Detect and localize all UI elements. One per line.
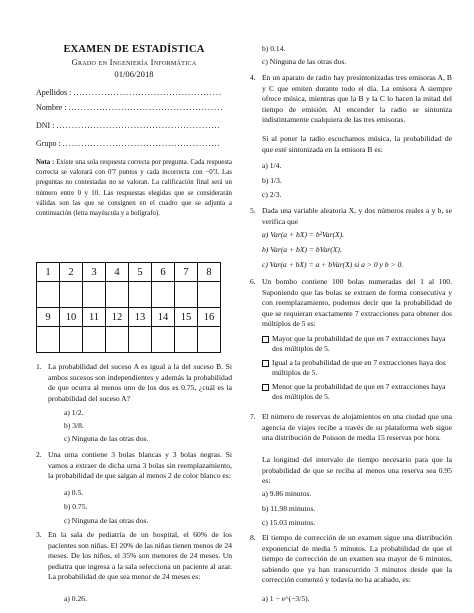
exam-subtitle: Grado en Ingeniería Informática	[71, 57, 197, 67]
option-text: b) 3/8.	[64, 421, 84, 430]
question-number: 6.	[250, 277, 256, 286]
question-5	[250, 206, 452, 227]
square-bullet-icon	[262, 384, 269, 391]
grid-number: 10	[60, 308, 83, 327]
field-label: Grupo :	[36, 139, 61, 148]
question-8	[250, 533, 452, 586]
question-4	[250, 73, 452, 126]
question-text: El tiempo de corrección de un examen sigue una distribución exponencial de media 5 minutos. La probabilidad de que el tiempo de corrección de un examen sea mayor de 6 minutos, sabiendo que ya han transcurrido 3 minutos desde que la corrección comenzó y todavía no ha acabado, es:	[262, 533, 452, 585]
square-bullet-icon	[262, 360, 269, 367]
q2-option-a[interactable]	[64, 488, 83, 498]
q2-option-b[interactable]	[64, 502, 87, 512]
option-text: b) 11.98 minutos.	[262, 504, 316, 513]
option-text: a) 0.26.	[64, 594, 87, 603]
q5-option-c[interactable]	[262, 260, 403, 270]
field-dots: ................................................	[73, 88, 223, 97]
option-text: b) 0.75.	[64, 502, 88, 511]
question-text: Dada una variable aleatoria X, y dos números reales a y b, se verifica que	[262, 206, 452, 226]
field-grupo[interactable]	[36, 139, 232, 148]
answer-cell[interactable]	[129, 282, 152, 308]
question-6	[250, 277, 452, 330]
exam-date: 01/06/2018	[114, 69, 154, 79]
option-text: b) Var(a + bX) = bVar(X).	[262, 245, 342, 254]
q2-option-c[interactable]	[64, 516, 148, 526]
answer-cell[interactable]	[37, 327, 60, 353]
question-number: 1.	[36, 362, 42, 371]
grid-number: 3	[83, 263, 106, 282]
question-7	[250, 412, 452, 444]
grid-number: 9	[37, 308, 60, 327]
answer-grid-bottom	[36, 307, 221, 353]
field-apellidos[interactable]	[36, 88, 232, 97]
question-text: Un bombo contiene 100 bolas numeradas del 1 al 100. Suponiendo que las bolas se extraen de forma consecutiva y con reemplazamiento, podemos decir que la probabilidad de que se requieran exactamente 7 extracciones para obtener dos múltiplos de 5 es:	[262, 277, 452, 329]
grid-number: 7	[175, 263, 198, 282]
question-number: 2.	[36, 450, 42, 459]
field-nombre[interactable]	[36, 103, 232, 112]
q8-option-a[interactable]	[262, 594, 310, 604]
option-text: a) 0.5.	[64, 488, 84, 497]
grid-number: 12	[106, 308, 129, 327]
q3-option-a[interactable]	[64, 594, 87, 604]
option-text: c) 15.03 minutos.	[262, 518, 316, 527]
q5-option-b[interactable]	[262, 245, 342, 255]
answer-cell[interactable]	[175, 327, 198, 353]
option-text: Igual a la probabilidad de que en 7 extracciones haya dos múltiplos de 5.	[272, 358, 446, 378]
square-bullet-icon	[262, 336, 269, 343]
answer-cell[interactable]	[152, 327, 175, 353]
answer-cell[interactable]	[106, 327, 129, 353]
question-text: En un aparato de radio hay presintonizadas tres emisoras A, B y C que emiten durante todo el día. La emisora A siempre ofrece música, mientras que la B y la C lo hacen la mitad del tiempo de emisión. Al encender la radio se sintoniza indistintamente cualquiera de las tres emisoras.	[262, 73, 452, 125]
grid-number: 4	[106, 263, 129, 282]
q1-option-a[interactable]	[64, 408, 83, 418]
grid-number: 13	[129, 308, 152, 327]
q4-option-c[interactable]	[262, 190, 281, 200]
answer-cell[interactable]	[37, 282, 60, 308]
question-text: Una urna contiene 3 bolas blancas y 3 bolas negras. Si vamos a extraer de dicha urna 3 bolas sin reemplazamiento, la probabilidad de que salgan al menos 2 de color blanco es:	[48, 450, 232, 481]
question-number: 5.	[250, 206, 256, 215]
question-number: 8.	[250, 533, 256, 542]
option-text: a) 1/4.	[262, 161, 282, 170]
question-text: Si al poner la radio escuchamos música, la probabilidad de que esté sintonizada en la emisora B es:	[262, 134, 452, 154]
field-dni[interactable]	[36, 121, 232, 130]
question-1	[36, 362, 232, 404]
option-text: Menor que la probabilidad de que en 7 extracciones haya dos múltiplos de 5.	[272, 382, 446, 402]
q6-option-c[interactable]	[272, 382, 452, 402]
instructions-note	[36, 158, 232, 219]
answer-cell[interactable]	[198, 282, 221, 308]
option-text: c) Ninguna de las otras dos.	[262, 57, 347, 66]
grid-number: 16	[198, 308, 221, 327]
grid-number: 14	[152, 308, 175, 327]
q3-option-c[interactable]	[262, 57, 346, 67]
grid-number: 6	[152, 263, 175, 282]
question-number: 7.	[250, 412, 256, 421]
answer-cell[interactable]	[83, 282, 106, 308]
q7-option-c[interactable]	[262, 518, 315, 528]
q7-option-b[interactable]	[262, 504, 315, 514]
option-text: a) Var(a + bX) = b²Var(X).	[262, 230, 345, 239]
question-text: La longitud del intervalo de tiempo necesario para que la probabilidad de que se reciba al menos una reserva sea 0.95 es:	[262, 455, 452, 486]
note-label: Nota :	[36, 159, 55, 166]
question-7-part-2	[262, 455, 452, 487]
exam-title: EXAMEN DE ESTADÍSTICA	[63, 44, 205, 55]
q4-option-b[interactable]	[262, 176, 282, 186]
field-dots: ...................................................	[62, 139, 221, 148]
option-text: Mayor que la probabilidad de que en 7 extracciones haya dos múltiplos de 5.	[272, 334, 446, 354]
grid-number: 5	[129, 263, 152, 282]
option-text: a) 9.86 minutos.	[262, 489, 312, 498]
q4-option-a[interactable]	[262, 161, 281, 171]
question-text: El número de reservas de alojamientos en una ciudad que una agencia de viajes recibe a través de su plataforma web sigue una distribución de Poisson de media 15 reservas por hora.	[262, 412, 452, 443]
q7-option-a[interactable]	[262, 489, 311, 499]
answer-cell[interactable]	[129, 327, 152, 353]
question-4-part-2	[262, 134, 452, 155]
option-text: c) Ninguna de las otras dos.	[64, 516, 149, 525]
grid-number: 15	[175, 308, 198, 327]
option-text: a) 1/2.	[64, 408, 84, 417]
answer-cell[interactable]	[60, 282, 83, 308]
answer-cell[interactable]	[175, 282, 198, 308]
question-text: En la sala de pediatría de un hospital, el 60% de los pacientes son niñas. El 20% de las niñas tienen menos de 24 meses. De los niños, el 35% son menores de 24 meses. Un pediatra que ingresa a la sala selecciona un paciente al azar. La probabilidad de que sea menor de 24 meses es:	[48, 530, 232, 582]
option-text: a) 1 − e^(−3/5).	[262, 594, 310, 603]
option-text: c) 2/3.	[262, 190, 282, 199]
q1-option-c[interactable]	[64, 434, 148, 444]
note-text: Existe una sola respuesta correcta por pregunta. Cada respuesta correcta se valorará con 0'7 puntos y cada incorrecta con −0'3. Las preguntas no contestadas no se valoran. La calificación final será un número entre 0 y 10. Las respuestas elegidas que se considerarán válidas son las que se consignen en el cuadro que se adjunta a continuación (letra mayúscula y a bolígrafo).	[36, 159, 232, 218]
question-text: La probabilidad del suceso A es igual a la del suceso B. Si ambos sucesos son independientes y además la probabilidad de que ocurra al menos uno de los dos es 0.75, ¿cuál es la probabilidad del suceso A?	[48, 362, 232, 403]
field-dots: ..................................................	[68, 103, 224, 112]
option-text: c) Ninguna de las otras dos.	[64, 434, 149, 443]
grid-number: 2	[60, 263, 83, 282]
answer-cell[interactable]	[83, 327, 106, 353]
question-number: 3.	[36, 530, 42, 539]
q3-option-b[interactable]	[262, 44, 285, 54]
q5-option-a[interactable]	[262, 230, 344, 240]
field-label: DNI :	[36, 121, 55, 130]
question-2	[36, 450, 232, 482]
grid-number: 11	[83, 308, 106, 327]
answer-cell[interactable]	[60, 327, 83, 353]
option-text: b) 1/3.	[262, 176, 282, 185]
field-label: Apellidos :	[36, 88, 72, 97]
q1-option-b[interactable]	[64, 421, 84, 431]
grid-number: 1	[37, 263, 60, 282]
answer-cell[interactable]	[106, 282, 129, 308]
option-text: c) Var(a + bX) = a + bVar(X) si a > 0 y b > 0.	[262, 260, 404, 269]
question-3	[36, 530, 232, 583]
q6-option-a[interactable]	[272, 334, 452, 354]
grid-number: 8	[198, 263, 221, 282]
field-dots: .....................................................	[56, 121, 221, 130]
q6-option-b[interactable]	[272, 358, 452, 378]
answer-cell[interactable]	[198, 327, 221, 353]
answer-cell[interactable]	[152, 282, 175, 308]
option-text: b) 0.14.	[262, 44, 286, 53]
question-number: 4.	[250, 73, 256, 82]
field-label: Nombre :	[36, 103, 67, 112]
answer-grid-top	[36, 262, 221, 308]
